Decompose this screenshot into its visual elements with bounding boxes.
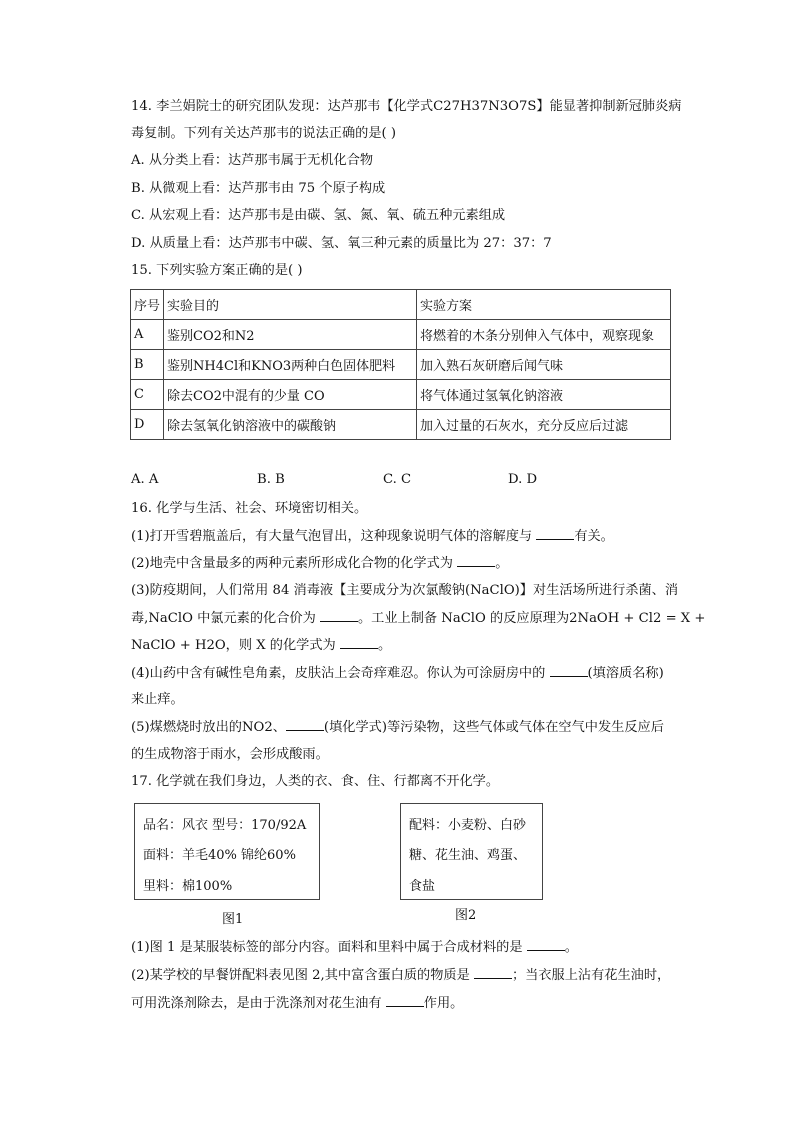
table-header-cell: 实验目的 <box>164 290 417 320</box>
q16-part5-line2: 的生成物溶于雨水，会形成酸雨。 <box>131 747 329 762</box>
q16-part3-tail: 。 <box>377 638 392 653</box>
table-cell: 除去CO2中混有的少量 CO <box>164 380 417 410</box>
table-cell: D <box>131 410 164 440</box>
q14-option-d: D. 从质量上看：达芦那韦中碳、氢、氧三种元素的质量比为 27：37：7 <box>131 236 552 251</box>
ingredients-line: 配料：小麦粉、白砂 <box>409 818 527 833</box>
q16-part5-text: (5)煤燃烧时放出的NO2、 <box>131 720 286 735</box>
q16-part3-line3 <box>131 636 391 655</box>
answer-blank[interactable] <box>550 664 588 677</box>
answer-blank[interactable] <box>527 938 565 951</box>
q16-part5-text2: (填化学式)等污染物，这些气体或气体在空气中发生反应后 <box>323 720 664 735</box>
table-cell: 将气体通过氢氧化钠溶液 <box>417 380 671 410</box>
q16-stem: 16. 化学与生活、社会、环境密切相关。 <box>131 501 368 516</box>
q14-line1: 14. 李兰娟院士的研究团队发现：达芦那韦【化学式C27H37N3O7S】能显著抑制新冠肺炎病 <box>131 99 682 114</box>
q16-part3-line2 <box>131 609 705 628</box>
q14-option-b: B. 从微观上看：达芦那韦由 75 个原子构成 <box>131 181 386 196</box>
q15-option-c: C. C <box>383 472 412 487</box>
q15-stem: 15. 下列实验方案正确的是( ) <box>131 263 303 278</box>
clothing-label-figure <box>134 803 320 900</box>
q16-part2-text: (2)地壳中含量最多的两种元素所形成化合物的化学式为 <box>131 556 458 571</box>
q17-part2-text2: ；当衣服上沾有花生油时， <box>511 968 671 983</box>
table-row <box>131 380 671 410</box>
q17-part1-text: (1)图 1 是某服装标签的部分内容。面料和里料中属于合成材料的是 <box>131 940 527 955</box>
table-cell: A <box>131 320 164 350</box>
q16-part4-line1 <box>131 664 664 683</box>
q14-option-c: C. 从宏观上看：达芦那韦是由碳、氢、氮、氧、硫五种元素组成 <box>131 208 506 223</box>
q16-part4-text: (4)山药中含有碱性皂角素，皮肤沾上会奇痒难忍。你认为可涂厨房中的 <box>131 666 550 681</box>
q17-part2-tail: 作用。 <box>423 996 464 1011</box>
q16-part1 <box>131 527 614 546</box>
table-cell: 鉴别CO2和N2 <box>164 320 417 350</box>
answer-blank[interactable] <box>457 554 495 567</box>
table-row <box>131 350 671 380</box>
q16-part4-hint: (填溶质名称) <box>587 666 664 681</box>
q16-part1-tail: 有关。 <box>574 529 614 544</box>
q15-options <box>131 472 651 490</box>
table-cell: B <box>131 350 164 380</box>
q14-option-a: A. 从分类上看：达芦那韦属于无机化合物 <box>131 153 374 168</box>
q16-part3-text: 毒,NaClO 中氯元素的化合价为 <box>131 611 320 626</box>
ingredients-line: 食盐 <box>409 879 436 894</box>
q17-stem: 17. 化学就在我们身边，人类的衣、食、住、行都离不开化学。 <box>131 774 500 789</box>
q15-option-b: B. B <box>257 472 285 487</box>
clothing-label-line: 里料：棉100% <box>143 879 233 894</box>
table-cell: 鉴别NH4Cl和KNO3两种白色固体肥料 <box>164 350 417 380</box>
table-row <box>131 320 671 350</box>
q17-part2-line2 <box>131 994 463 1013</box>
q17-part2-text: (2)某学校的早餐饼配料表见图 2,其中富含蛋白质的物质是 <box>131 968 474 983</box>
answer-blank[interactable] <box>320 609 358 622</box>
q17-part2-line1 <box>131 966 670 985</box>
answer-blank[interactable] <box>286 718 324 731</box>
q17-part2-text3: 可用洗涤剂除去，是由于洗涤剂对花生油有 <box>131 996 386 1011</box>
answer-blank[interactable] <box>340 636 378 649</box>
table-cell: 加入过量的石灰水，充分反应后过滤 <box>417 410 671 440</box>
q16-part1-text: (1)打开雪碧瓶盖后，有大量气泡冒出，这种现象说明气体的溶解度与 <box>131 529 537 544</box>
table-cell: 将燃着的木条分别伸入气体中，观察现象 <box>417 320 671 350</box>
q17-part1-tail: 。 <box>564 940 578 955</box>
answer-blank[interactable] <box>536 527 574 540</box>
experiment-table <box>130 289 671 440</box>
figure2-caption: 图2 <box>455 908 477 923</box>
table-cell: 除去氢氧化钠溶液中的碳酸钠 <box>164 410 417 440</box>
q16-part2-tail: 。 <box>495 556 509 571</box>
q16-part3-text3: NaClO + H2O，则 X 的化学式为 <box>131 638 340 653</box>
table-header-cell: 序号 <box>131 290 164 320</box>
table-header-row <box>131 290 671 320</box>
answer-blank[interactable] <box>386 994 424 1007</box>
q16-part3-line1: (3)防疫期间，人们常用 84 消毒液【主要成分为次氯酸钠(NaClO)】对生活场所进行杀菌、消 <box>131 583 679 598</box>
q15-option-d: D. D <box>508 472 538 487</box>
clothing-label-line: 品名：风衣 型号：170/92A <box>143 818 307 833</box>
q14-line2: 毒复制。下列有关达芦那韦的说法正确的是( ) <box>131 126 397 141</box>
ingredients-figure <box>400 803 543 900</box>
answer-blank[interactable] <box>474 966 512 979</box>
ingredients-line: 糖、花生油、鸡蛋、 <box>409 848 527 863</box>
table-cell: 加入熟石灰研磨后闻气味 <box>417 350 671 380</box>
clothing-label-line: 面料：羊毛40% 锦纶60% <box>143 848 296 863</box>
table-header-cell: 实验方案 <box>417 290 671 320</box>
q16-part2 <box>131 554 508 573</box>
q16-part4-line2: 来止痒。 <box>131 692 184 707</box>
table-row <box>131 410 671 440</box>
table-cell: C <box>131 380 164 410</box>
q16-part5-line1 <box>131 718 664 737</box>
q16-part3-text2: 。工业上制备 NaClO 的反应原理为2NaOH + Cl2 = X + <box>357 611 706 626</box>
q17-part1 <box>131 938 578 957</box>
q15-option-a: A. A <box>131 472 159 487</box>
figure1-caption: 图1 <box>222 912 244 927</box>
